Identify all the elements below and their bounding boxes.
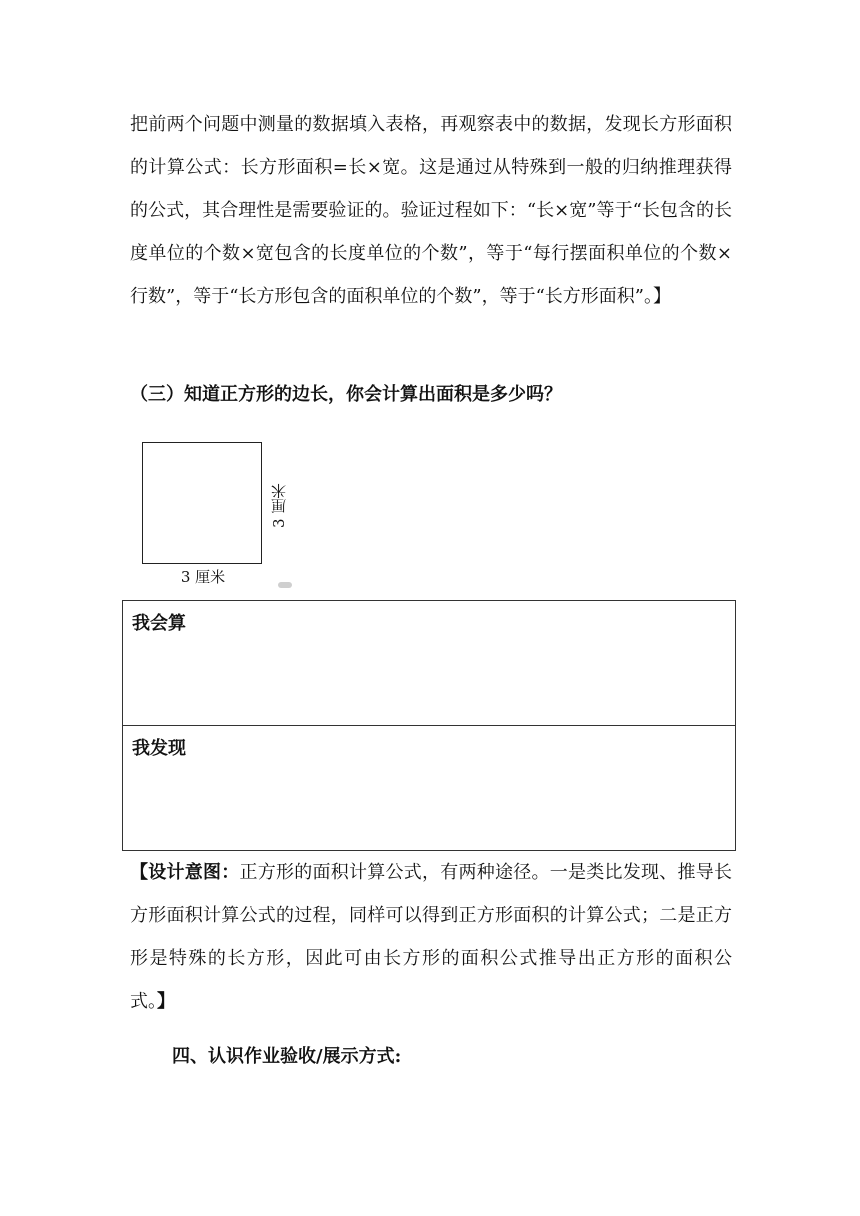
square-height-label: 3 厘米 <box>270 483 288 529</box>
answer-table <box>122 600 736 851</box>
design-intent-closing: 】 <box>157 991 175 1012</box>
answer-cell-calculate[interactable] <box>123 601 735 726</box>
figure-scan-mark <box>278 582 292 588</box>
design-intent-text: 正方形的面积计算公式，有两种途径。一是类比发现、推导长方形面积计算公式的过程，同样可以得到正方形面积的计算公式；二是正方形是特殊的长方形，因此可由长方形的面积公式推导出正方形的面积公式。 <box>130 862 732 1012</box>
design-intent-label: 【设计意图： <box>130 862 240 883</box>
square-figure <box>130 436 295 591</box>
paragraph-design-intent <box>130 851 732 1023</box>
section-heading-square-area: （三）知道正方形的边长，你会计算出面积是多少吗？ <box>130 384 562 405</box>
section-heading-homework-review: 四、认识作业验收/展示方式: <box>172 1046 402 1067</box>
square-shape <box>142 442 262 564</box>
square-width-label: 3 厘米 <box>180 568 226 586</box>
answer-cell-discover-label: 我发现 <box>132 738 186 759</box>
paragraph-formula-derivation: 把前两个问题中测量的数据填入表格，再观察表中的数据，发现长方形面积的计算公式：长方形面积=长×宽。这是通过从特殊到一般的归纳推理获得的公式，其合理性是需要验证的。验证过程如下：“长×宽”等于“长包含的长度单位的个数×宽包含的长度单位的个数”，等于“每行摆面积单位的个数×行数”，等于“长方形包含的面积单位的个数”，等于“长方形面积”。】 <box>130 114 732 307</box>
answer-cell-discover[interactable] <box>123 726 735 850</box>
answer-cell-calculate-label: 我会算 <box>132 613 186 634</box>
